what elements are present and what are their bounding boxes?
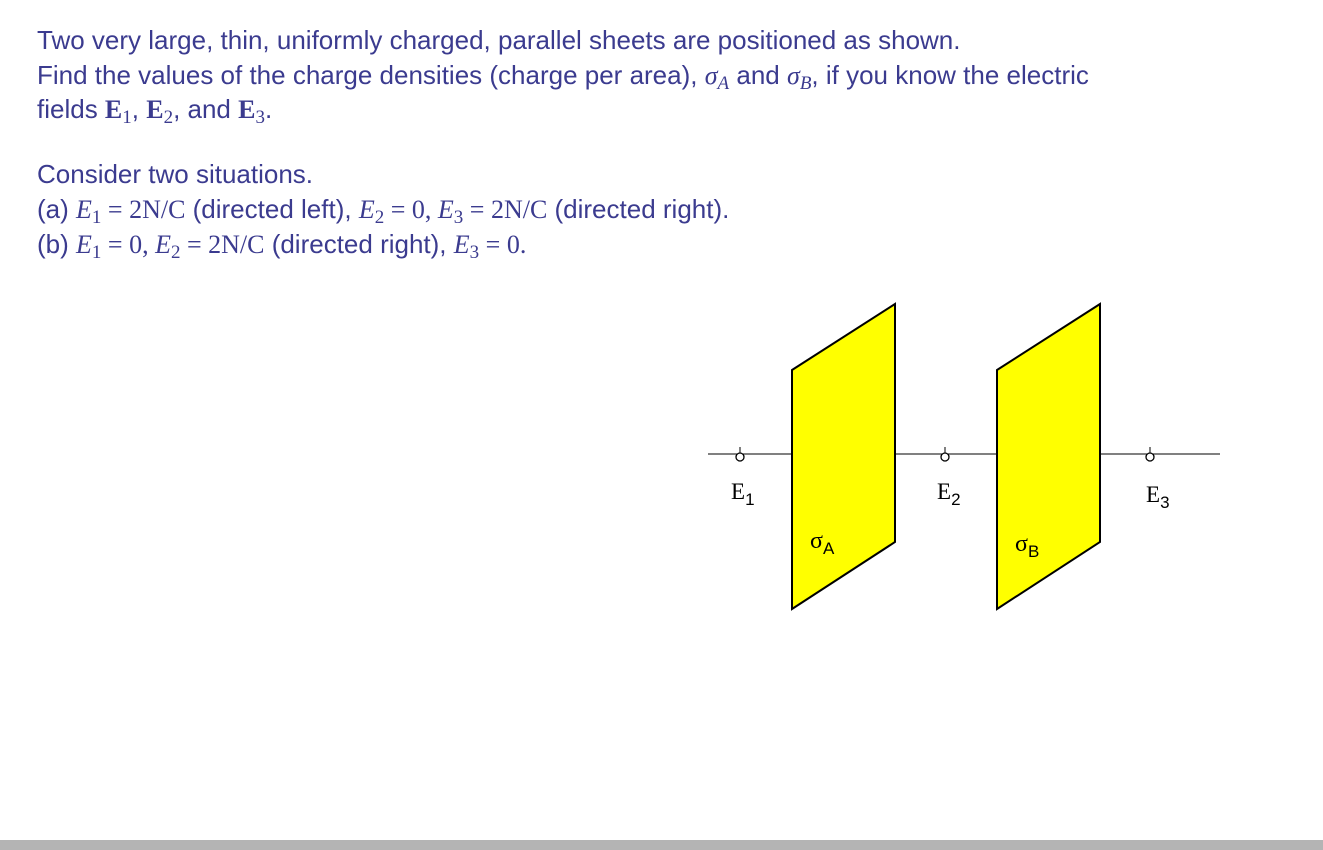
label-sigma-a: $\sigma_A$ (810, 528, 835, 558)
text-segment: (directed right). (547, 194, 730, 224)
label-e1: $E_1$ (731, 479, 755, 509)
value: 2N/C (490, 195, 548, 224)
sigma-symbol: σ (786, 61, 800, 90)
subscript: 1 (91, 242, 102, 263)
label-e2: $E_2$ (937, 479, 961, 509)
value: 0. (506, 230, 527, 259)
point-e2 (941, 447, 949, 461)
subscript: 3 (469, 242, 480, 263)
point-e1 (736, 447, 744, 461)
sheet-b (997, 304, 1100, 609)
equals: = (101, 195, 130, 224)
label: (b) (37, 229, 76, 259)
value: 0 (129, 230, 143, 259)
text-segment: and (729, 60, 787, 90)
subscript: A (717, 73, 730, 94)
text-segment: fields (37, 94, 105, 124)
subscript: 3 (453, 207, 464, 228)
intro-text: Consider two situations. (37, 159, 314, 189)
value: 2N/C (208, 230, 265, 259)
field-symbol: E (76, 230, 92, 259)
subscript: 2 (163, 107, 174, 128)
text-segment: , (142, 230, 156, 259)
text-segment: Find the values of the charge densities (charge per area), (37, 60, 705, 90)
field-symbol: E (104, 95, 123, 124)
label-e3: $E_3$ (1146, 482, 1170, 512)
label-sigma-b: $\sigma_B$ (1015, 531, 1040, 561)
field-symbol: E (358, 195, 375, 224)
text-segment: , (131, 94, 147, 124)
equals: = (180, 230, 209, 259)
subscript: 1 (91, 207, 102, 228)
field-symbol: E (155, 230, 171, 259)
value: 2N/C (129, 195, 186, 224)
problem-text: Two very large, thin, uniformly charged, parallel sheets are positioned as shown. (37, 25, 961, 55)
field-symbol: E (238, 95, 256, 124)
field-symbol: E (76, 195, 92, 224)
equals: = (479, 230, 507, 259)
sigma-symbol: σ (704, 61, 718, 90)
bottom-scrollbar[interactable] (0, 840, 1323, 850)
point-e3 (1146, 447, 1154, 461)
equals: = (384, 195, 412, 224)
sheet-a (792, 304, 895, 609)
field-symbol: E (146, 95, 164, 124)
text-segment: (directed right), (264, 229, 454, 259)
field-symbol: E (453, 230, 470, 259)
text-segment: , if you know the electric (811, 60, 1089, 90)
label: (a) (37, 194, 76, 224)
text-segment: , (424, 195, 438, 224)
field-symbol: E (437, 195, 454, 224)
equals: = (463, 195, 491, 224)
subscript: 2 (374, 207, 385, 228)
subscript: 1 (122, 107, 132, 128)
subscript: 2 (170, 242, 181, 263)
subscript: 3 (255, 107, 265, 128)
subscript: B (799, 73, 812, 94)
text-segment: , and (173, 94, 239, 124)
text-segment: (directed left), (185, 194, 359, 224)
text-segment: . (264, 94, 273, 124)
value: 0 (411, 195, 425, 224)
equals: = (101, 230, 130, 259)
